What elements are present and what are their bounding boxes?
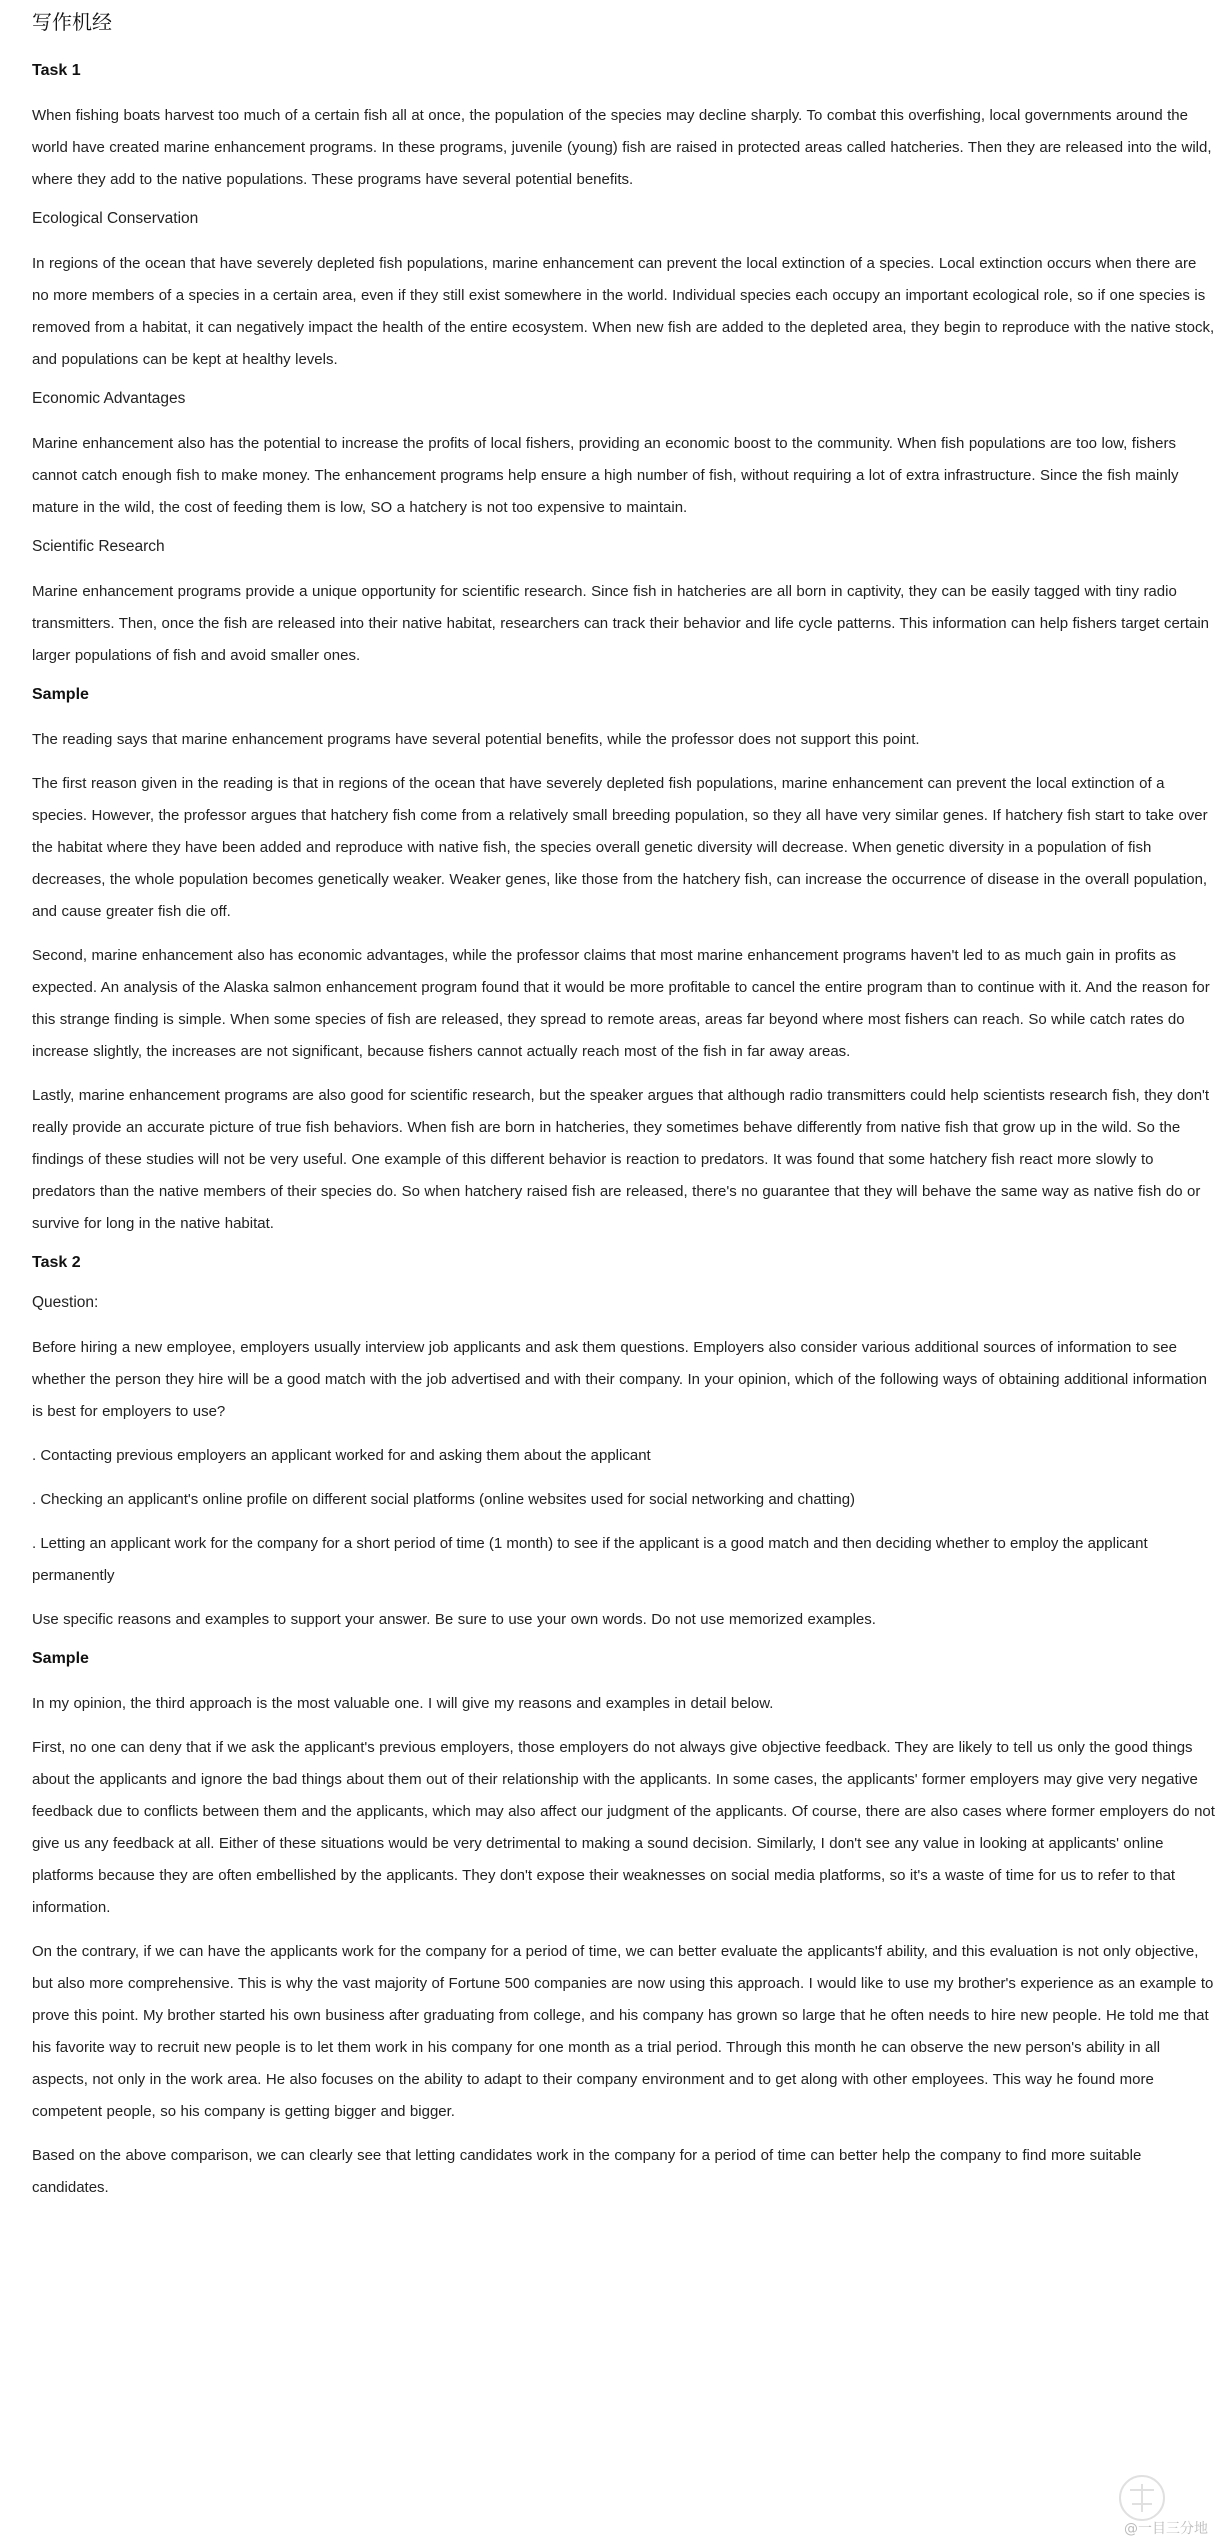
task1-sample-paragraph: Lastly, marine enhancement programs are also good for scientific research, but the speaker argues that although radio transmitters could help scientists research fish, they don't really provide an accurate picture of true fish behaviors. When fish are born in hatcheries, they sometimes behave differently from native fish that grow up in the wild. So the findings of these studies will not be very useful. One example of this different behavior is reaction to predators. It was found that some hatchery fish react more slowly to predators than the native members of their species do. So when hatchery raised fish are released, there's no guarantee that they will behave the same way as native fish do or survive for long in the native habitat. (32, 1087, 1210, 1232)
section-heading-ecological: Ecological Conservation (32, 210, 199, 227)
task2-instruction: Use specific reasons and examples to support your answer. Be sure to use your own words. Do not use memorized examples. (32, 1611, 876, 1628)
section-heading-scientific: Scientific Research (32, 538, 165, 555)
task1-reading-intro: When fishing boats harvest too much of a certain fish all at once, the population of the species may decline sharply. To combat this overfishing, local governments around the world have created marine enhancement programs. In these programs, juvenile (young) fish are raised in protected areas called hatcheries. Then they are released into the wild, where they add to the native populations. These programs have several potential benefits. (32, 107, 1212, 188)
document (32, 10, 1217, 2216)
task2-option: . Letting an applicant work for the company for a short period of time (1 month) to see if the applicant is a good match and then deciding whether to employ the applicant permanently (32, 1535, 1148, 1584)
task2-sample-paragraph: First, no one can deny that if we ask the applicant's previous employers, those employers do not always give objective feedback. They are likely to tell us only the good things about the applicants and ignore the bad things about them out of their relationship with the applicants. In some cases, the applicants' former employers may give very negative feedback due to conflicts between them and the applicants, which may also affect our judgment of the applicants. Of course, there are also cases where former employers do not give us any feedback at all. Either of these situations would be very detrimental to making a sound decision. Similarly, I don't see any value in looking at applicants' online platforms because they are often embellished by the applicants. They don't expose their weaknesses on social media platforms, so it's a waste of time for us to refer to that information. (32, 1739, 1215, 1916)
document-title: 写作机经 (32, 12, 112, 34)
task2-question-text: Before hiring a new employee, employers usually interview job applicants and ask them questions. Employers also consider various additional sources of information to see whether the person they hire will be a good match with the job advertised and with their company. In your opinion, which of the following ways of obtaining additional information is best for employers to use? (32, 1339, 1207, 1420)
section-text-economic: Marine enhancement also has the potential to increase the profits of local fishers, providing an economic boost to the community. When fish populations are too low, fishers cannot catch enough fish to make money. The enhancement programs help ensure a high number of fish, without requiring a lot of extra infrastructure. Since the fish mainly mature in the wild, the cost of feeding them is low, SO a hatchery is not too expensive to maintain. (32, 435, 1179, 516)
section-text-ecological: In regions of the ocean that have severely depleted fish populations, marine enhancement can prevent the local extinction of a species. Local extinction occurs when there are no more members of a species in a certain area, even if they still exist somewhere in the world. Individual species each occupy an important ecological role, so if one species is removed from a habitat, it can negatively impact the health of the entire ecosystem. When new fish are added to the depleted area, they begin to reproduce with the native stock, and populations can be kept at healthy levels. (32, 255, 1215, 368)
task2-heading: Task 2 (32, 1254, 81, 1271)
task2-sample-paragraph: Based on the above comparison, we can clearly see that letting candidates work in the company for a period of time can better help the company to find more suitable candidates. (32, 2147, 1142, 2196)
task2-option: . Checking an applicant's online profile on different social platforms (online websites used for social networking and chatting) (32, 1491, 856, 1508)
section-text-scientific: Marine enhancement programs provide a unique opportunity for scientific research. Since fish in hatcheries are all born in captivity, they can be easily tagged with tiny radio transmitters. Then, once the fish are released into their native habitat, researchers can track their behavior and life cycle patterns. This information can help fishers target certain larger populations of fish and avoid smaller ones. (32, 583, 1210, 664)
task2-sample-paragraph: On the contrary, if we can have the applicants work for the company for a period of time, we can better evaluate the applicants'f ability, and this evaluation is not only objective, but also more comprehensive. This is why the vast majority of Fortune 500 companies are now using this approach. I would like to use my brother's experience as an example to prove this point. My brother started his own business after graduating from college, and his company has grown so large that he often needs to hire new people. He told me that his favorite way to recruit new people is to let them work in his company for one month as a trial period. Through this month he can observe the new person's ability in all aspects, not only in the work area. He also focuses on the ability to adapt to their company environment and to get along with other employees. This way he found more competent people, so his company is getting bigger and bigger. (32, 1943, 1214, 2120)
task2-option: . Contacting previous employers an applicant worked for and asking them about the applicant (32, 1447, 651, 1464)
task1-sample-paragraph: The first reason given in the reading is that in regions of the ocean that have severely depleted fish populations, marine enhancement can prevent the local extinction of a species. However, the professor argues that hatchery fish come from a relatively small breeding population, so they all have very similar genes. If hatchery fish start to take over the habitat where they have been added and reproduce with native fish, the species overall genetic diversity will decrease. When genetic diversity in a population of fish decreases, the whole population becomes genetically weaker. Weaker genes, like those from the hatchery fish, can increase the occurrence of disease in the overall population, and cause greater fish die off. (32, 775, 1208, 920)
task2-sample-heading: Sample (32, 1650, 89, 1667)
task1-heading: Task 1 (32, 62, 81, 79)
section-heading-economic: Economic Advantages (32, 390, 186, 407)
task1-sample-paragraph: Second, marine enhancement also has economic advantages, while the professor claims that most marine enhancement programs haven't led to as much gain in profits as expected. An analysis of the Alaska salmon enhancement program found that it would be more profitable to cancel the entire program than to continue with it. And the reason for this strange finding is simple. When some species of fish are released, they spread to remote areas, areas far beyond where most fishers can reach. So while catch rates do increase slightly, the increases are not significant, because fishers cannot actually reach most of the fish in far away areas. (32, 947, 1210, 1060)
task1-sample-paragraph: The reading says that marine enhancement programs have several potential benefits, while the professor does not support this point. (32, 731, 920, 748)
task2-question-label: Question: (32, 1294, 99, 1311)
watermark-text: @一目三分地 (1124, 2521, 1208, 2537)
task2-sample-paragraph: In my opinion, the third approach is the most valuable one. I will give my reasons and examples in detail below. (32, 1695, 774, 1712)
task1-sample-heading: Sample (32, 686, 89, 703)
